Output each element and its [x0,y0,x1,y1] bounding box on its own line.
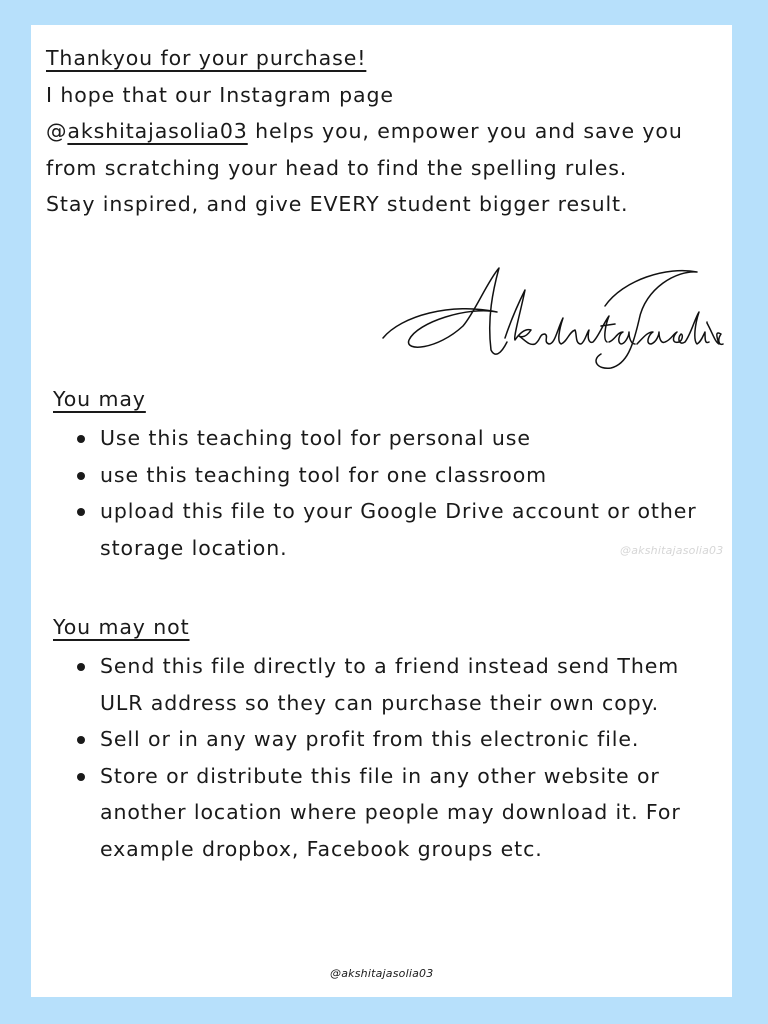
list-item: use this teaching tool for one classroom [75,457,715,494]
intro-line: Stay inspired, and give EVERY student bigger result. [46,192,629,217]
list-item: upload this file to your Google Drive account or other storage location. [75,493,715,566]
handle-prefix: @ [46,119,68,144]
document-page [31,25,732,997]
signature [379,260,724,370]
intro-line: helps you, empower you and save you from scratching your head to find the spelling rules. [46,119,683,180]
thank-you-heading: Thankyou for your purchase! [46,46,367,70]
watermark: @akshitajasolia03 [620,544,724,557]
instagram-handle-link[interactable]: akshitajasolia03 [67,119,248,144]
list-item: Sell or in any way profit from this electronic file. [75,721,715,758]
footer-handle: @akshitajasolia03 [330,967,434,980]
list-item: Use this teaching tool for personal use [75,420,715,457]
you-may-heading: You may [53,387,146,411]
you-may-not-list [75,648,715,868]
intro-line: I hope that our Instagram page [46,82,394,107]
intro-paragraph [46,40,716,223]
list-item: Send this file directly to a friend instead send Them ULR address so they can purchase their own copy. [75,648,715,721]
list-item: Store or distribute this file in any other website or another location where people may download it. For example dropbox, Facebook groups etc. [75,758,715,868]
you-may-not-heading: You may not [53,615,190,639]
you-may-list [75,420,715,566]
